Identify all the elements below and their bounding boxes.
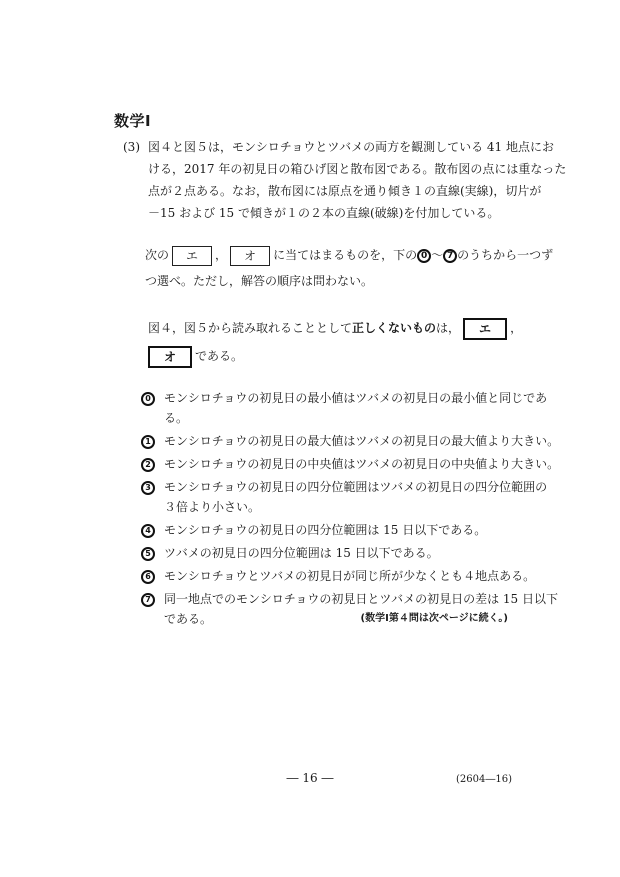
instruction-line-2: つ選べ。ただし，解答の順序は問わない。 [145,274,374,288]
subject-heading: 数学Ⅰ [114,112,152,130]
option-1: 1 モンシロチョウの初見日の最大値はツバメの初見日の最大値より大きい。 [141,431,531,451]
question-statement [148,314,528,370]
instruction [145,242,554,294]
intro-line-3: 点が２点ある。なお，散布図には原点を通り傾き１の直線(実線)，切片が [148,184,542,198]
page-number: ― 16 ― [286,771,334,785]
option-4: 4 モンシロチョウの初見日の四分位範囲は 15 日以下である。 [141,520,531,540]
answer-box-o-bold: オ [148,346,192,368]
option-3: 3 モンシロチョウの初見日の四分位範囲はツバメの初見日の四分位範囲の ３倍より小さい。 [141,477,531,517]
answer-options [141,388,560,629]
option-marker: 3 [141,481,155,495]
instruction-line-1: 次の エ ， オ に当てはまるものを，下の 0 ～ 7 のうちから一つず [145,242,525,268]
answer-box-o: オ [230,246,270,266]
emphasis-text: 正しくないもの [352,321,437,335]
option-marker: 1 [141,435,155,449]
answer-box-e: エ [172,246,212,266]
intro-line-4: －15 および 15 で傾きが１の２本の直線(破線)を付加している。 [148,206,500,220]
question-intro [123,136,567,224]
intro-line-1: (3) 図４と図５は，モンシロチョウとツバメの両方を観測している 41 地点にお [123,136,523,158]
option-6: 6 モンシロチョウとツバメの初見日が同じ所が少なくとも４地点ある。 [141,566,531,586]
option-marker: 5 [141,547,155,561]
choice-end-marker: 7 [443,249,457,263]
option-7: 7 同一地点でのモンシロチョウの初見日とツバメの初見日の差は 15 日以下 である。 [141,589,531,629]
option-0: 0 モンシロチョウの初見日の最小値はツバメの初見日の最小値と同じであ る。 [141,388,531,428]
choice-start-marker: 0 [417,249,431,263]
option-marker: 2 [141,458,155,472]
statement-line-2: オ である。 [148,342,528,370]
statement-line-1: 図４，図５から読み取れることとして正しくないものは， エ ， [148,314,528,342]
answer-box-e-bold: エ [463,318,507,340]
option-marker: 6 [141,570,155,584]
option-marker: 0 [141,392,155,406]
option-5: 5 ツバメの初見日の四分位範囲は 15 日以下である。 [141,543,531,563]
question-number: (3) [123,140,140,154]
option-marker: 7 [141,593,155,607]
intro-line-2: ける，2017 年の初見日の箱ひげ図と散布図である。散布図の点には重なった [148,162,567,176]
page-code: (2604―16) [456,774,512,785]
continued-note: (数学Ⅰ第４問は次ページに続く。) [360,613,508,624]
option-2: 2 モンシロチョウの初見日の中央値はツバメの初見日の中央値より大きい。 [141,454,531,474]
option-marker: 4 [141,524,155,538]
